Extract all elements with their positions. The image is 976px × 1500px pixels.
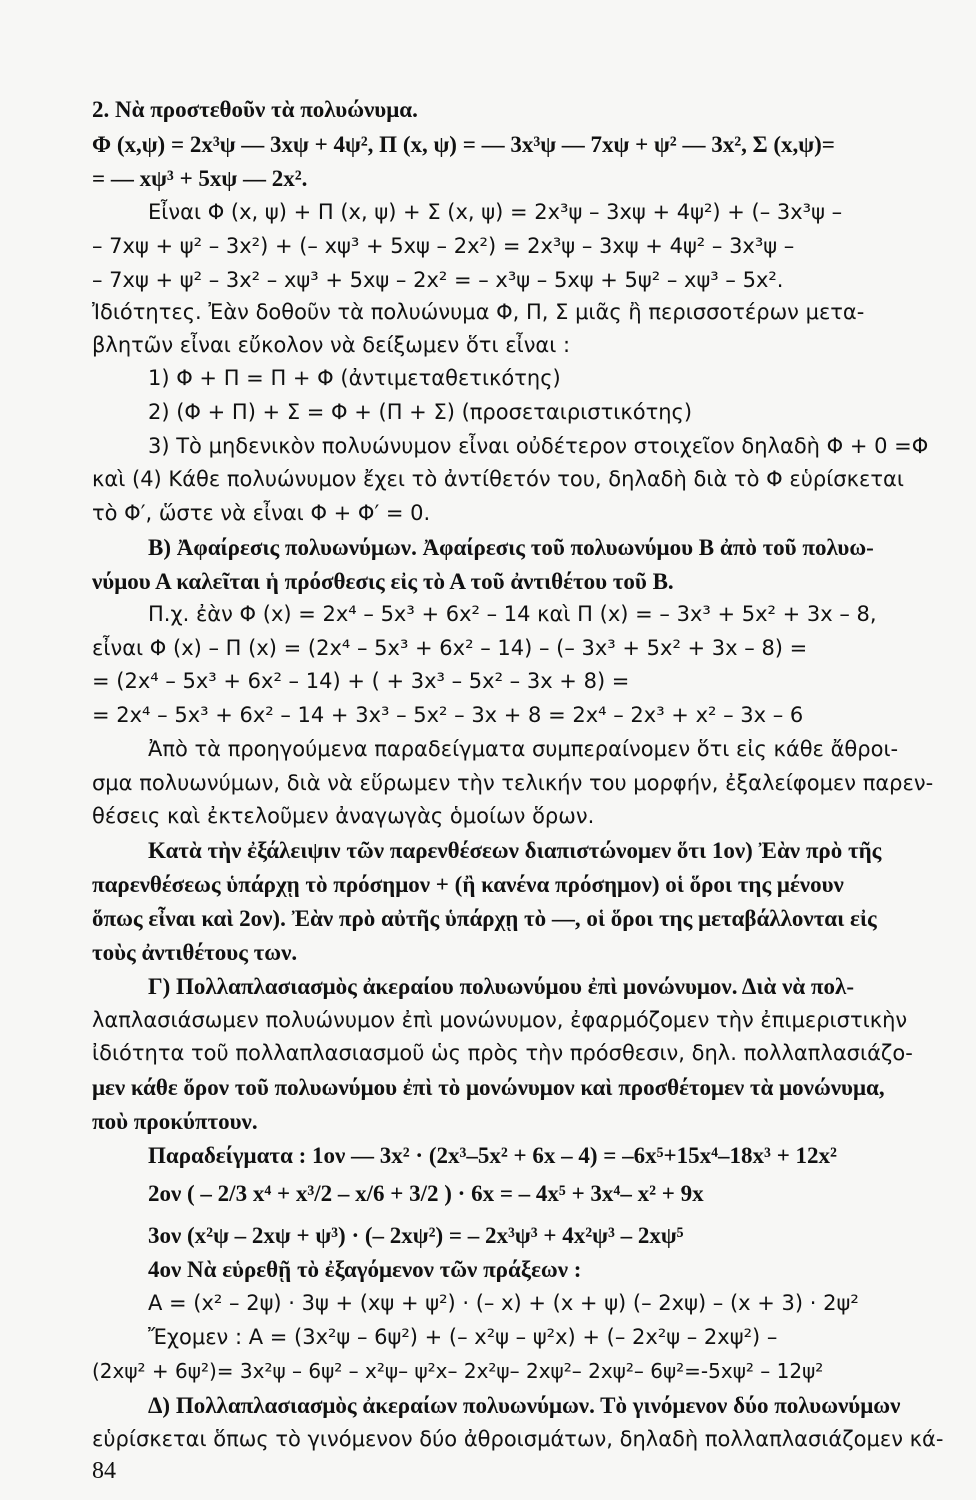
example-line-1: Π.χ. ἐὰν Φ (x) = 2x⁴ – 5x³ + 6x² – 14 καὶ Π (x) = – 3x³ + 5x² + 3x – 8,	[148, 602, 877, 626]
property-1: 1) Φ + Π = Π + Φ (ἀντιμεταθετικότης)	[148, 366, 561, 390]
sum-line-2: – 7xψ + ψ² – 3x²) + (– xψ³ + 5xψ – 2x²) = 2x³ψ – 3xψ + 4ψ² – 3x³ψ –	[92, 234, 795, 258]
multiplication-line-2: λαπλασιάσωμεν πολυώνυμον ἐπὶ μονώνυμον, ἐφαρμόζομεν τὴν ἐπιμεριστικὴν	[92, 1008, 908, 1032]
examples-4-expression: Α = (x² – 2ψ) · 3ψ + (xψ + ψ²) · (– x) + (x + ψ) (– 2xψ) – (x + 3) · 2ψ²	[148, 1291, 859, 1315]
subtraction-heading: Β) Ἀφαίρεσις πολυωνύμων. Ἀφαίρεσις τοῦ πολυωνύμου Β ἀπὸ τοῦ πολυω-	[148, 535, 874, 560]
example-line-3: = (2x⁴ – 5x³ + 6x² – 14) + ( + 3x³ – 5x² – 3x + 8) =	[92, 669, 630, 693]
rule-line-1: Κατὰ τὴν ἐξάλειψιν τῶν παρενθέσεων διαπιστώνομεν ὅτι 1ον) Ἐὰν πρὸ τῆς	[148, 838, 882, 863]
subtraction-definition: νύμου Α καλεῖται ἡ πρόσθεσις εἰς τὸ Α τοῦ ἀντιθέτου τοῦ Β.	[92, 569, 674, 594]
example-line-4: = 2x⁴ – 5x³ + 6x² – 14 + 3x³ – 5x² – 3x + 8 = 2x⁴ – 2x³ + x² – 3x – 6	[92, 703, 804, 727]
rule-line-3: ὅπως εἶναι καὶ 2ον). Ἐὰν πρὸ αὐτῆς ὑπάρχῃ τὸ —, οἱ ὅροι της μεταβάλλονται εἰς	[92, 906, 877, 931]
multiplication-line-3: ἰδιότητα τοῦ πολλαπλασιασμοῦ ὡς πρὸς τὴν πρόσθεσιν, δηλ. πολλαπλασιάζο-	[92, 1041, 913, 1065]
rule-line-4: τοὺς ἀντιθέτους των.	[92, 940, 298, 965]
sum-line-1: Εἶναι Φ (x, ψ) + Π (x, ψ) + Σ (x, ψ) = 2x³ψ – 3xψ + 4ψ²) + (– 3x³ψ –	[148, 200, 843, 224]
polynomials-definition-cont: = — xψ³ + 5xψ — 2x².	[92, 166, 308, 191]
polynomials-definition: Φ (x,ψ) = 2x³ψ — 3xψ + 4ψ², Π (x, ψ) = — 3x³ψ — 7xψ + ψ² — 3x², Σ (x,ψ)=	[92, 132, 835, 157]
poly-multiplication-heading: Δ) Πολλαπλασιασμὸς ἀκεραίων πολυωνύμων. Τὸ γινόμενον δύο πολυωνύμων	[148, 1393, 901, 1418]
conclusion-line-1: Ἀπὸ τὰ προηγούμενα παραδείγματα συμπεραίνομεν ὅτι εἰς κάθε ἄθροι-	[148, 737, 899, 761]
examples-4: 4ον Νὰ εὑρεθῇ τὸ ἐξαγόμενον τῶν πράξεων :	[148, 1257, 582, 1282]
multiplication-heading: Γ) Πολλαπλασιασμὸς ἀκεραίου πολυωνύμου ἐπὶ μονώνυμον. Διὰ νὰ πολ-	[148, 974, 854, 999]
properties-intro: Ἰδιότητες. Ἐὰν δοθοῦν τὰ πολυώνυμα Φ, Π, Σ μιᾶς ἢ περισσοτέρων μετα-	[92, 300, 865, 324]
example-line-2: εἶναι Φ (x) – Π (x) = (2x⁴ – 5x³ + 6x² – 14) – (– 3x³ + 5x² + 3x – 8) =	[92, 636, 808, 660]
property-3: 3) Τὸ μηδενικὸν πολυώνυμον εἶναι οὐδέτερον στοιχεῖον δηλαδὴ Φ + 0 =Φ	[148, 434, 929, 458]
conclusion-line-3: θέσεις καὶ ἐκτελοῦμεν ἀναγωγὰς ὁμοίων ὅρων.	[92, 804, 595, 828]
section-heading: 2. Νὰ προστεθοῦν τὰ πολυώνυμα.	[92, 97, 418, 122]
sum-line-3: – 7xψ + ψ² – 3x² – xψ³ + 5xψ – 2x² = – x³ψ – 5xψ + 5ψ² – xψ³ – 5x².	[92, 268, 784, 292]
examples-1: Παραδείγματα : 1ον — 3x² · (2x³–5x² + 6x – 4) = –6x⁵+15x⁴–18x³ + 12x²	[148, 1143, 837, 1168]
poly-multiplication-line-2: εὑρίσκεται ὅπως τὸ γινόμενον δύο ἀθροισμάτων, δηλαδὴ πολλαπλασιάζομεν κά-	[92, 1427, 944, 1451]
page-number: 84	[92, 1458, 116, 1484]
examples-4-work-2: (2xψ² + 6ψ²)= 3x²ψ – 6ψ² – x²ψ– ψ²x– 2x²ψ– 2xψ²– 2xψ²– 6ψ²=-5xψ² – 12ψ²	[92, 1359, 824, 1383]
examples-4-work-1: Ἔχομεν : Α = (3x²ψ – 6ψ²) + (– x²ψ – ψ²x) + (– 2x²ψ – 2xψ²) –	[148, 1325, 778, 1349]
properties-intro-cont: βλητῶν εἶναι εὔκολον νὰ δείξωμεν ὅτι εἶναι :	[92, 333, 571, 357]
property-4: καὶ (4) Κάθε πολυώνυμον ἔχει τὸ ἀντίθετόν του, δηλαδὴ διὰ τὸ Φ εὑρίσκεται	[92, 467, 904, 491]
conclusion-line-2: σμα πολυωνύμων, διὰ νὰ εὕρωμεν τὴν τελικήν του μορφήν, ἐξαλείφομεν παρεν-	[92, 771, 934, 795]
multiplication-line-5: ποὺ προκύπτουν.	[92, 1109, 258, 1134]
examples-2: 2ον ( – 2/3 x⁴ + x³/2 – x/6 + 3/2 ) · 6x = – 4x⁵ + 3x⁴– x² + 9x	[148, 1181, 704, 1206]
examples-3: 3ον (x²ψ – 2xψ + ψ³) · (– 2xψ²) = – 2x³ψ³ + 4x²ψ³ – 2xψ⁵	[148, 1223, 684, 1248]
property-4-cont: τὸ Φ′, ὥστε νὰ εἶναι Φ + Φ′ = 0.	[92, 501, 431, 525]
multiplication-line-4: μεν κάθε ὅρον τοῦ πολυωνύμου ἐπὶ τὸ μονώνυμον καὶ προσθέτομεν τὰ μονώνυμα,	[92, 1075, 885, 1100]
rule-line-2: παρενθέσεως ὑπάρχῃ τὸ πρόσημον + (ἢ κανένα πρόσημον) οἱ ὅροι της μένουν	[92, 872, 844, 897]
property-2: 2) (Φ + Π) + Σ = Φ + (Π + Σ) (προσεταιριστικότης)	[148, 400, 693, 424]
